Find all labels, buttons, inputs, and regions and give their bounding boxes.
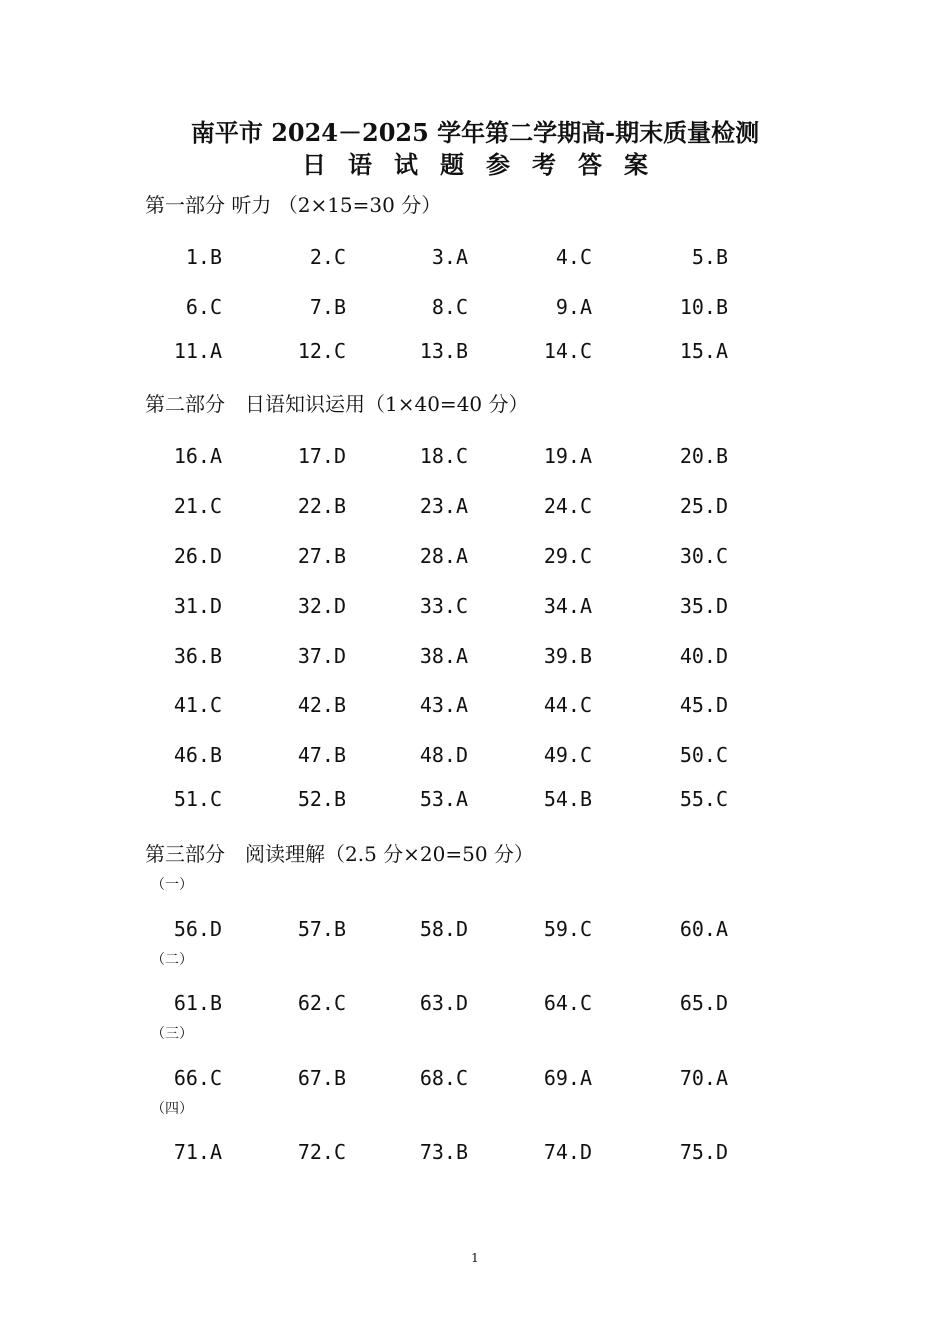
answer-item: 56.D <box>173 917 222 941</box>
answer-item: 44.C <box>543 693 592 717</box>
answer-item: 26.D <box>173 544 222 568</box>
section-heading-reading: 第三部分 阅读理解（2.5 分×20=50 分） <box>145 842 534 866</box>
answer-item: 63.D <box>419 991 468 1015</box>
answer-item: 72.C <box>297 1140 346 1164</box>
answer-item: 50.C <box>679 743 728 767</box>
answer-item: 64.C <box>543 991 592 1015</box>
answer-item: 40.D <box>679 644 728 668</box>
answer-item: 39.B <box>543 644 592 668</box>
answer-item: 59.C <box>543 917 592 941</box>
answer-item: 53.A <box>419 787 468 811</box>
passage-label: （二） <box>151 952 193 968</box>
document-title: 南平市 2024－2025 学年第二学期高-期末质量检测 <box>190 118 760 147</box>
answer-item: 61.B <box>173 991 222 1015</box>
answer-item: 17.D <box>297 444 346 468</box>
answer-item: 27.B <box>297 544 346 568</box>
answer-item: 19.A <box>543 444 592 468</box>
answer-item: 67.B <box>297 1066 346 1090</box>
answer-item: 9.A <box>555 295 592 319</box>
answer-item: 5.B <box>691 245 728 269</box>
answer-item: 4.C <box>555 245 592 269</box>
answer-item: 36.B <box>173 644 222 668</box>
answer-item: 20.B <box>679 444 728 468</box>
answer-item: 37.D <box>297 644 346 668</box>
answer-item: 25.D <box>679 494 728 518</box>
answer-item: 18.C <box>419 444 468 468</box>
answer-item: 2.C <box>309 245 346 269</box>
answer-item: 74.D <box>543 1140 592 1164</box>
answer-item: 68.C <box>419 1066 468 1090</box>
answer-item: 49.C <box>543 743 592 767</box>
answer-item: 21.C <box>173 494 222 518</box>
answer-item: 1.B <box>185 245 222 269</box>
answer-item: 30.C <box>679 544 728 568</box>
answer-item: 47.B <box>297 743 346 767</box>
answer-item: 15.A <box>679 339 728 363</box>
answer-item: 43.A <box>419 693 468 717</box>
answer-item: 23.A <box>419 494 468 518</box>
answer-item: 33.C <box>419 594 468 618</box>
answer-item: 10.B <box>679 295 728 319</box>
answer-item: 12.C <box>297 339 346 363</box>
answer-item: 34.A <box>543 594 592 618</box>
answer-item: 58.D <box>419 917 468 941</box>
answer-item: 41.C <box>173 693 222 717</box>
passage-label: （三） <box>151 1026 193 1042</box>
answer-item: 24.C <box>543 494 592 518</box>
answer-item: 42.B <box>297 693 346 717</box>
answer-item: 8.C <box>431 295 468 319</box>
answer-item: 6.C <box>185 295 222 319</box>
answer-item: 75.D <box>679 1140 728 1164</box>
section-heading-listening: 第一部分 听力 （2×15=30 分） <box>145 193 442 217</box>
answer-item: 71.A <box>173 1140 222 1164</box>
answer-item: 22.B <box>297 494 346 518</box>
answer-item: 55.C <box>679 787 728 811</box>
answer-item: 35.D <box>679 594 728 618</box>
passage-label: （一） <box>151 877 193 893</box>
answer-item: 60.A <box>679 917 728 941</box>
answer-item: 7.B <box>309 295 346 319</box>
answer-item: 28.A <box>419 544 468 568</box>
answer-item: 57.B <box>297 917 346 941</box>
answer-item: 16.A <box>173 444 222 468</box>
answer-item: 70.A <box>679 1066 728 1090</box>
section-heading-knowledge: 第二部分 日语知识运用（1×40=40 分） <box>145 392 529 416</box>
page-number: 1 <box>471 1251 479 1265</box>
answer-item: 45.D <box>679 693 728 717</box>
answer-item: 14.C <box>543 339 592 363</box>
answer-item: 3.A <box>431 245 468 269</box>
answer-item: 52.B <box>297 787 346 811</box>
answer-item: 29.C <box>543 544 592 568</box>
answer-item: 69.A <box>543 1066 592 1090</box>
answer-item: 38.A <box>419 644 468 668</box>
answer-item: 66.C <box>173 1066 222 1090</box>
answer-item: 13.B <box>419 339 468 363</box>
answer-item: 11.A <box>173 339 222 363</box>
answer-item: 32.D <box>297 594 346 618</box>
answer-item: 48.D <box>419 743 468 767</box>
answer-item: 51.C <box>173 787 222 811</box>
answer-item: 46.B <box>173 743 222 767</box>
passage-label: （四） <box>151 1101 193 1117</box>
answer-item: 73.B <box>419 1140 468 1164</box>
answer-item: 54.B <box>543 787 592 811</box>
answer-item: 65.D <box>679 991 728 1015</box>
answer-item: 62.C <box>297 991 346 1015</box>
document-subtitle: 日语试题参考答案 <box>302 150 670 179</box>
answer-item: 31.D <box>173 594 222 618</box>
